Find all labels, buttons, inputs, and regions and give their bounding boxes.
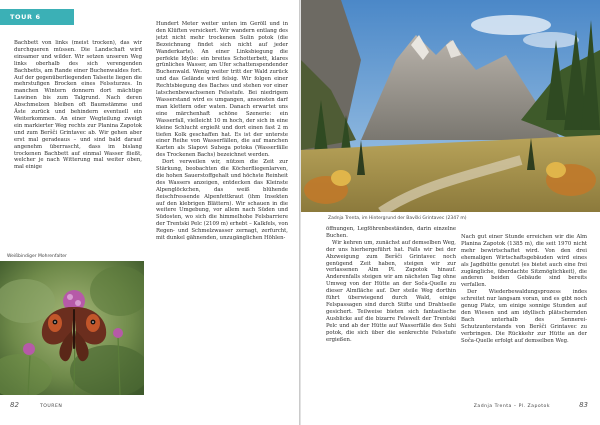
tour-tab: TOUR 6 bbox=[0, 9, 74, 25]
paragraph: Hundert Meter weiter unten im Geröll und in den Klüften versickert. Wir wandern entlang des jetzt nicht mehr trockenen Sulin potok (die Bezeichnung findet sich nicht auf jeder Wanderkarte). An einer Linksbiegung die perfekte Idylle: ein breites Schotterbett, klares grünliches Wasser, am Ufer schattenspendender Buchenwald. Wenig weiter tritt der Wald zurück und das Gelände wird felsig. Wir folgen einer Rechtsbiegung des Baches und stehen vor einer latschenbewachsenen Felsstufe. Bei niedrigem Wasserstand wird es umgangen, ansonsten darf man klettern oder waten. Danach erwartet uns eine märchenhaft schöne Szenerie: ein Wasserfall, vielleicht 10 m hoch, der sich in eine kleine Schlucht ergießt und dort einen fast 2 m tiefen Kolk geschaffen hat. Es ist der unterste einer Reihe von Wasserfällen, die auf manchen Karten als Slapovi Suhega potoka (Wasserfälle des Trockenen Bachs) bezeichnet werden. bbox=[156, 21, 288, 159]
butterfly-photo bbox=[0, 261, 144, 395]
page-number-left: 82 bbox=[10, 401, 19, 409]
butterfly-caption: Weißbindiger Mohrenfalter bbox=[7, 254, 67, 259]
paragraph: Nach gut einer Stunde erreichen wir die Alm Planina Zapotok (1385 m), die seit 1970 nicht mehr bewirtschaftet wird. Von den drei ehemaligen Wirtschaftsgebäuden wird eines als Jagdhütte genutzt (es bietet auch eine frei zugängliche, überdachte Sitzmöglichkeit), die anderen beiden Gebäude sind bereits verfallen. bbox=[461, 234, 587, 289]
paragraph: Der Wiederbewaldungsprozess indes schreitet nur langsam voran, und es gibt noch genug Platz, um einige sonnige Stunden auf den Wiesen und am idyllisch plätschernden Bach unterhalb des Sennerei-Schutzunterstands von Beršči Grintavec zu verbringen. Die Rückkehr zur Hütte an der Soča-Quelle erfolgt auf demselben Weg. bbox=[461, 289, 587, 344]
paragraph: Wir kehren um, zunächst auf demselben Weg, der uns hierhergeführt hat. Falls wir bei der Abzweigung zum Beršči Grintavec noch genügend Zeit haben, steigen wir zur verlassenen Alm Pl. Zapotok hinauf. Anderenfalls steigen wir am nächsten Tag ohne Umweg von der Hütte an der Soča-Quelle zu dieser Almfläche auf. Der steile Weg dorthin führt überwiegend durch Wald, einige Felspassagen sind durch Stifte und Drahtseile gesichert. Teilweise bieten sich fantastische Ausblicke auf die bizarre Felswelt der Trentski Pelc und ab der Hütte auf Wasserfälle des Suhi potok, die sich über die senkrechte Felsstufe ergießen. bbox=[326, 239, 456, 343]
paragraph: öffnungen, Legföhrenbeständen, darin einzelne Buchen. bbox=[326, 226, 456, 239]
left-text-column-1 bbox=[14, 40, 142, 251]
right-page bbox=[301, 0, 600, 425]
paragraph: Bachbett von links (meist trocken), das wir durchqueren müssen. Die Landschaft wird einsamer und wilder. Wir setzen unseren Weg links oberhalb des sich verengenden Bachbetts, am Rande einer Buchenwaldes fort. Auf der gegenüberliegenden Talseite liegen die mehrstufigen Brocken eines Felssturzes. In manchen Wintern donnern dort mächtige Lawinen bis zum Talgrund. Nach deren Abschmelzen bleiben oft Baumstämme und Äste zurück und behindern eventuell ein Weiterkommen. An einer Wegteilung zweigt ein markierter Weg rechts zur Planina Zapotok und zum Beršči Grintavec ab. Wir gehen aber erst mal geradeaus – und sind bald darauf angenehm überrascht, dass im bislang trockenen Bachbett auf einmal Wasser fließt, welcher je nach Witterung mal weiter oben, mal einige bbox=[14, 40, 142, 171]
paragraph: Dort verweilen wir, nützen die Zeit zur Stärkung, beobachten die Köcherfliegenlarven, die hohen Sauerstoffgehalt und höchste Reinheit des Wassers anzeigen, entdecken das Kleinste Alpenglöckchen, das weiß blühende fleischfressende Alpenfettkraut (ihm Insekten auf den klebrigen Blättern). Wir schauen in die weitere Umgebung, vor allem nach Süden und Südosten, wo sich die himmelhohe Felsbarriere der Trentski Pelc (2109 m) erhebt – Kalkfels, von Regen- und Schmelzwasser zernagt, zerfurcht, mit dunkel gähnenden, unzugänglichen Höhlen- bbox=[156, 159, 288, 242]
running-footer-left: TOUREN bbox=[40, 404, 63, 409]
running-footer-right: Zadnja Trenta – Pl. Zapotok bbox=[473, 404, 550, 409]
mountain-caption: Zadnja Trenta, im Hintergrund der Bavški Grintavec (2347 m) bbox=[328, 216, 467, 221]
right-text-column-1 bbox=[326, 226, 456, 391]
mountain-photo bbox=[301, 0, 600, 212]
right-text-column-2 bbox=[461, 234, 587, 391]
left-text-column-2 bbox=[156, 21, 288, 396]
left-page bbox=[0, 0, 299, 425]
page-number-right: 83 bbox=[579, 401, 588, 409]
